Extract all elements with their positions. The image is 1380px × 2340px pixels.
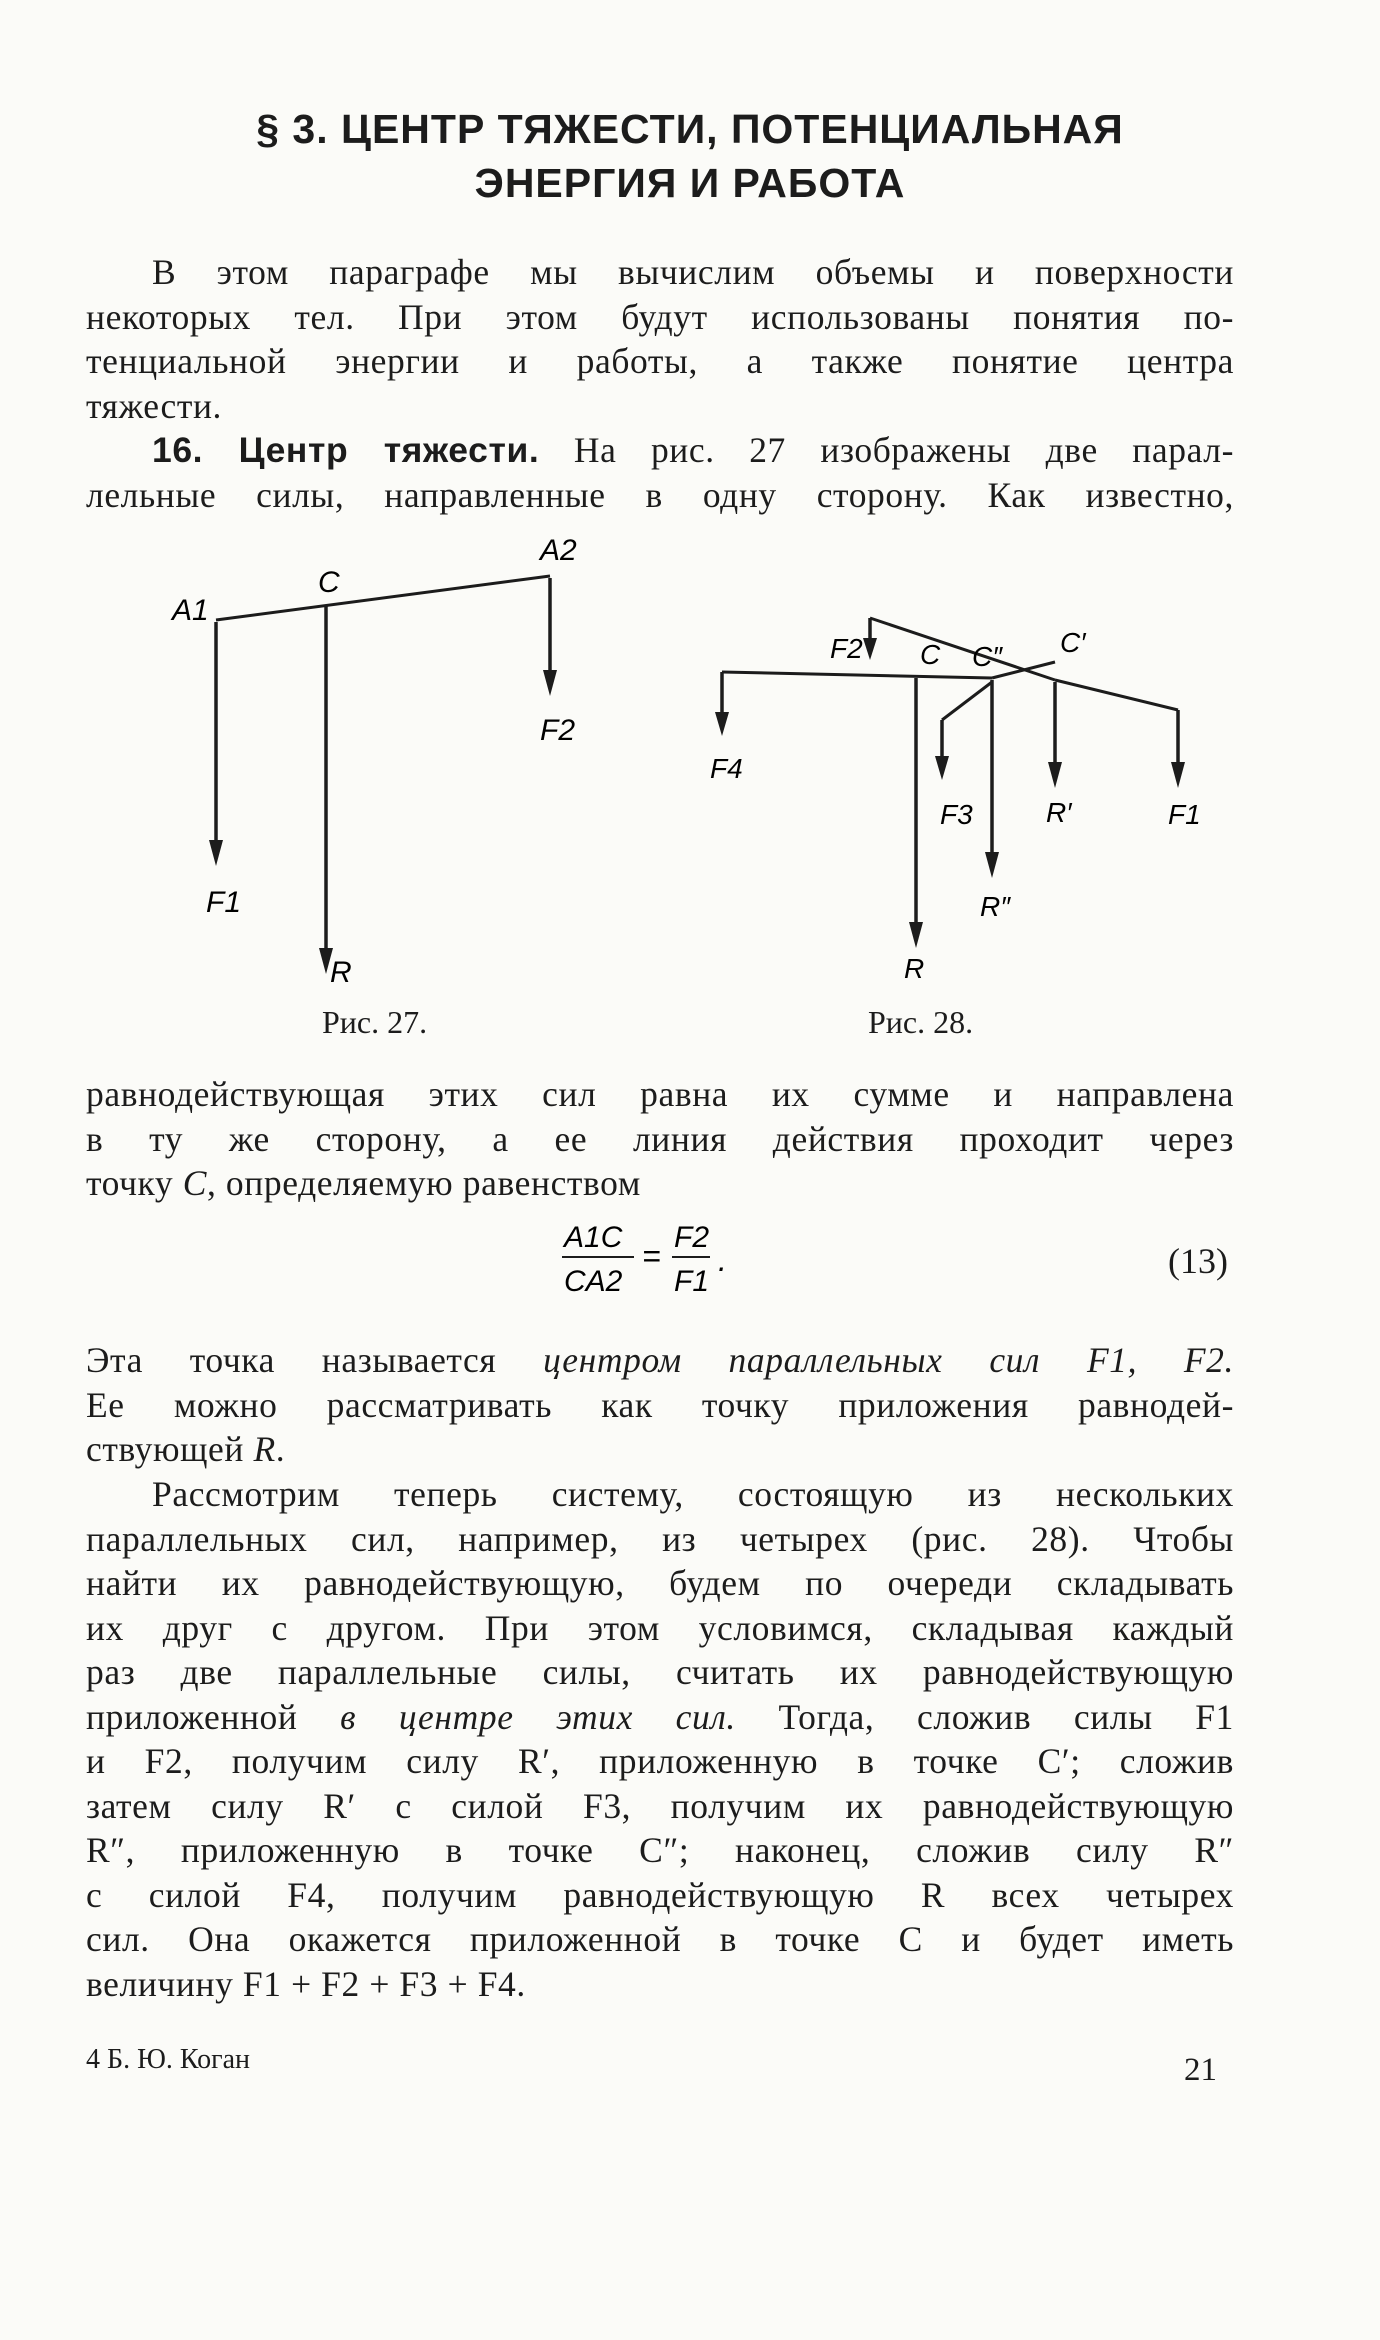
- label-r1: R′: [1046, 797, 1072, 828]
- formula-lhs-numerator: A1C: [564, 1221, 623, 1254]
- label-f4: F4: [710, 753, 743, 784]
- label-c: C: [318, 566, 340, 599]
- label-r: R: [904, 953, 925, 980]
- bar-c1-f1: [1055, 680, 1178, 710]
- text-line: [86, 428, 1234, 473]
- text-line: найти их равнодействующую, будем по очереди складывать: [86, 1563, 1234, 1603]
- page-number: 21: [1184, 2052, 1217, 2088]
- text-line: Ее можно рассматривать как точку приложения равнодей-: [86, 1384, 1234, 1425]
- paragraph-3: [86, 1338, 1234, 1472]
- text-line: в ту же сторону, а ее линия действия проходит через: [86, 1118, 1234, 1159]
- intro-paragraph: [86, 250, 1234, 428]
- lever-bar: [216, 576, 550, 620]
- text-line: некоторых тел. При этом будут использованы понятия по-: [86, 296, 1234, 337]
- text-line: и F2, получим силу R′, приложенную в точке C′; сложив: [86, 1741, 1234, 1781]
- formula-rhs-numerator: F2: [674, 1221, 710, 1254]
- text-fragment: ствующей: [86, 1429, 254, 1469]
- label-f2: F2: [540, 714, 576, 747]
- label-f1: F1: [206, 886, 242, 919]
- text-line: равнодействующая этих сил равна их сумме и направлена: [86, 1074, 1234, 1114]
- signature-mark: 4 Б. Ю. Коган: [86, 2044, 251, 2075]
- text-fragment: точку: [86, 1163, 183, 1203]
- text-fragment: .: [275, 1429, 286, 1469]
- arrowhead-f3: [935, 756, 949, 780]
- text-line: величину F1 + F2 + F3 + F4.: [86, 1963, 526, 2004]
- text-line: Рассмотрим теперь систему, состоящую из нескольких: [152, 1474, 1234, 1514]
- text-line: тяжести.: [86, 385, 223, 426]
- resultant-r: R: [253, 1429, 276, 1469]
- subsection-heading: 16. Центр тяжести.: [152, 430, 540, 470]
- label-c: C: [920, 639, 941, 670]
- label-r2: R″: [980, 891, 1011, 922]
- bar-f4-c2: [722, 672, 992, 678]
- text-line: [86, 1427, 1234, 1472]
- text-fragment: приложенной: [86, 1696, 341, 1737]
- section-heading-line2: ЭНЕРГИЯ И РАБОТА: [474, 160, 906, 206]
- section-heading-line1: § 3. ЦЕНТР ТЯЖЕСТИ, ПОТЕНЦИАЛЬНАЯ: [256, 106, 1124, 152]
- arrowhead-r: [909, 922, 923, 948]
- label-r: R: [330, 956, 352, 989]
- label-a1: A1: [172, 594, 209, 627]
- text-fragment: Эта точка называется: [86, 1340, 544, 1380]
- text-line: с силой F4, получим равнодействующую R всех четырех: [86, 1874, 1234, 1915]
- period: .: [718, 1242, 727, 1278]
- point-c: C: [182, 1163, 207, 1203]
- equals-sign: =: [642, 1238, 661, 1274]
- formula-number: (13): [1168, 1241, 1228, 1281]
- arrowhead-r1: [1048, 762, 1062, 788]
- text-line: R″, приложенную в точке C″; наконец, сложив силу R″: [86, 1830, 1234, 1870]
- text-line: сил. Она окажется приложенной в точке C и будет иметь: [86, 1919, 1234, 1959]
- arrowhead-f4: [715, 712, 729, 736]
- label-f1: F1: [1168, 799, 1201, 830]
- text-line: [86, 1161, 1234, 1206]
- caption-fig27: Рис. 27.: [322, 1004, 428, 1040]
- text-fragment: Тогда, сложив силы F1: [735, 1696, 1234, 1737]
- formula-13: [560, 1213, 760, 1303]
- bar-f3-c2: [942, 682, 992, 720]
- text-line: тенциальной энергии и работы, а также понятие центра: [86, 341, 1234, 381]
- text-line: В этом параграфе мы вычислим объемы и поверхности: [152, 252, 1234, 292]
- formula-lhs-denominator: CA2: [564, 1265, 623, 1298]
- text-line: их друг с другом. При этом условимся, складывая каждый: [86, 1607, 1234, 1648]
- text-fragment: На рис. 27 изображены две парал-: [573, 430, 1234, 470]
- emphasis: в центре этих сил.: [340, 1696, 736, 1737]
- text-line: затем силу R′ с силой F3, получим их равнодействующую: [86, 1785, 1234, 1826]
- text-line: параллельных сил, например, из четырех (рис. 28). Чтобы: [86, 1518, 1234, 1559]
- bar-f2-c1: [870, 618, 1055, 680]
- caption-fig28: Рис. 28.: [868, 1004, 974, 1040]
- text-line: лельные силы, направленные в одну сторону. Как известно,: [86, 474, 1234, 515]
- label-c2: C″: [972, 641, 1003, 672]
- paragraph-4: [86, 1472, 1234, 2006]
- section16-paragraph: [86, 428, 1234, 517]
- text-line: [86, 1695, 1234, 1740]
- formula-rhs-denominator: F1: [674, 1265, 710, 1298]
- arrowhead-r2: [985, 852, 999, 878]
- section-heading: [0, 102, 1380, 210]
- text-line: [86, 1338, 1234, 1383]
- arrowhead-f2: [863, 638, 877, 660]
- label-c1: C′: [1060, 627, 1086, 658]
- figure-28: [700, 600, 1260, 980]
- figure-27: [150, 520, 610, 990]
- paragraph-2: [86, 1072, 1234, 1206]
- arrowhead-f1: [1171, 762, 1185, 788]
- arrowhead-f2: [543, 670, 557, 696]
- label-f2: F2: [830, 633, 863, 664]
- arrowhead-f1: [209, 840, 223, 866]
- text-line: раз две параллельные силы, считать их равнодействующую: [86, 1652, 1234, 1692]
- emphasis: центром параллельных сил: [543, 1340, 1041, 1380]
- label-f3: F3: [940, 799, 973, 830]
- text-fragment: F1, F2.: [1086, 1340, 1234, 1380]
- label-a2: A2: [540, 534, 577, 567]
- text-fragment: , определяемую равенством: [206, 1163, 641, 1203]
